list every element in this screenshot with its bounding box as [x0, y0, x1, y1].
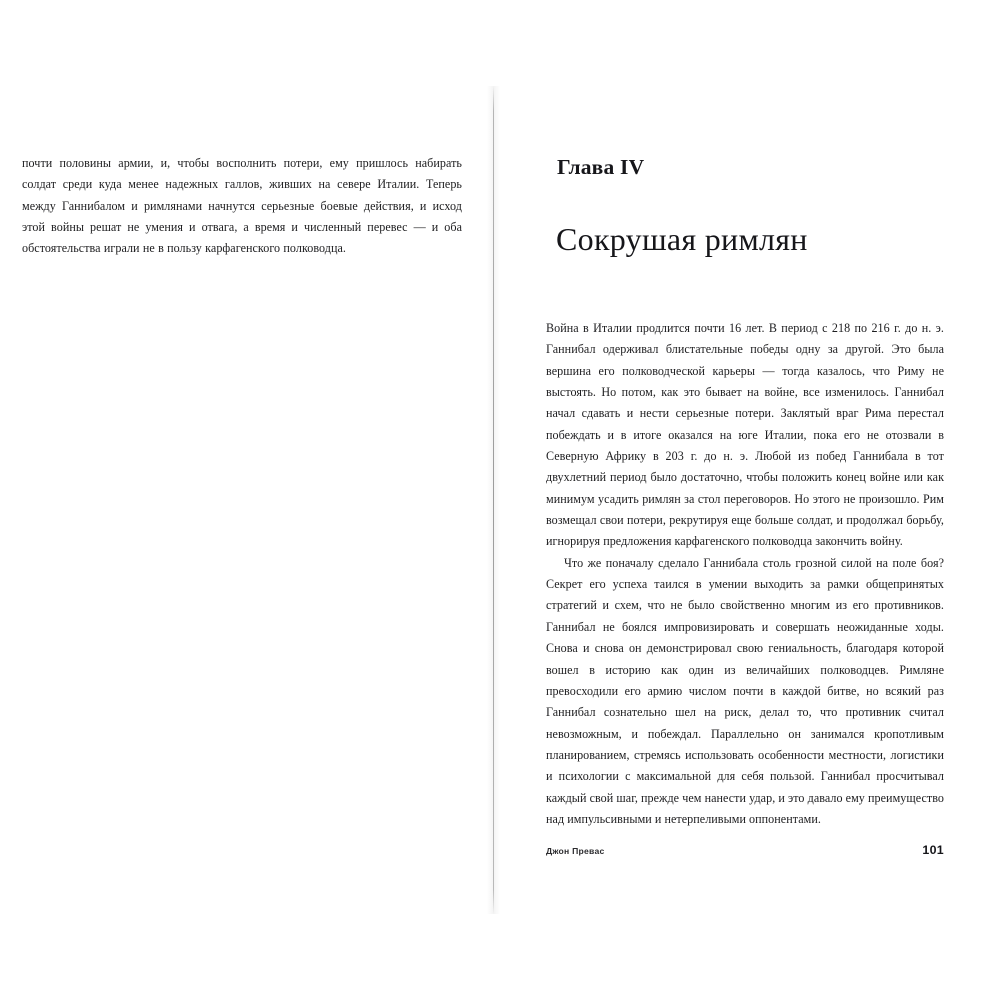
- chapter-label: Глава IV: [557, 155, 645, 179]
- right-page-body-text: [546, 318, 944, 830]
- left-page-body-text: почти половины армии, и, чтобы восполнить потери, ему пришлось набирать солдат среди куда менее надежных галлов, живших на севере Италии. Теперь между Ганнибалом и римлянами начнутся серьезные боевые действия, и исход этой войны решат не умения и отвага, а время и численный перевес — и оба обстоятельства играли не в пользу карфагенского полководца.: [22, 156, 462, 256]
- body-paragraph-1: Война в Италии продлится почти 16 лет. В период с 218 по 216 г. до н. э. Ганнибал одерживал блистательные победы одну за другой. Это была вершина его полководческой карьеры — тогда казалось, что Риму не выстоять. Но потом, как это бывает на войне, все изменилось. Ганнибал начал сдавать и нести серьезные потери. Заклятый враг Рима перестал побеждать и в итоге оказался на юге Италии, пока его не отозвали в Северную Африку в 203 г. до н. э. Любой из побед Ганнибала в тот двухлетний период было достаточно, чтобы положить конец войне или как минимум усадить римлян за стол переговоров. Но этого не произошло. Рим возмещал свои потери, рекрутируя еще больше солдат, и продолжал борьбу, игнорируя предложения карфагенского полководца закончить войну.: [546, 321, 944, 549]
- page-footer: [546, 843, 944, 857]
- footer-author-name: Джон Превас: [546, 846, 605, 856]
- body-paragraph-2: Что же поначалу сделало Ганнибала столь грозной силой на поле боя? Секрет его успеха таился в умении выходить за рамки общепринятых стратегий и схем, что не было свойственно многим из его противников. Ганнибал не боялся импровизировать и совершать неожиданные ходы. Снова и снова он демонстрировал свою гениальность, благодаря которой вошел в историю как один из величайших полководцев. Римляне превосходили его армию числом почти в каждой битве, но всякий раз Ганнибал сознательно шел на риск, делал то, что противник считал невозможным, и побеждал. Параллельно он занимался кропотливым планированием, стремясь использовать особенности местности, логистики и психологии с максимальной для себя пользой. Ганнибал просчитывал каждый свой шаг, прежде чем нанести удар, и это давало ему преимущество над импульсивными и нетерпеливыми оппонентами.: [546, 555, 944, 826]
- right-page: [493, 0, 1000, 1000]
- footer-page-number: 101: [922, 843, 944, 857]
- chapter-title: Сокрушая римлян: [556, 221, 808, 258]
- left-page: [0, 0, 493, 1000]
